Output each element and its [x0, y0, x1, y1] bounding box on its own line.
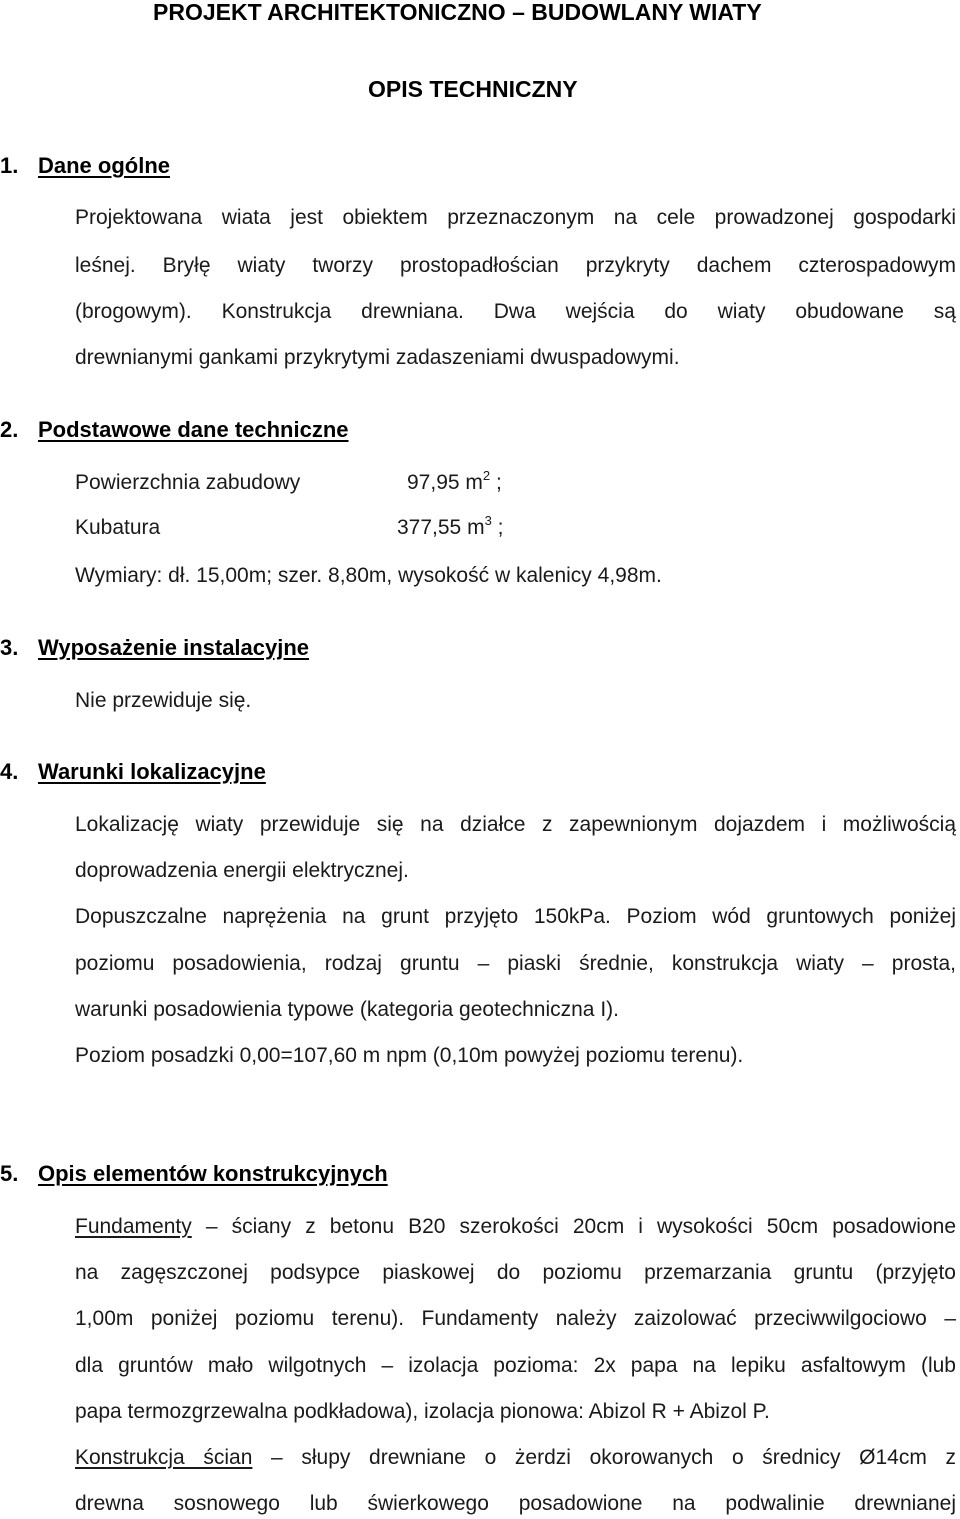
- section-1-heading: [0, 155, 170, 177]
- paragraph-line: warunki posadowienia typowe (kategoria geotechniczna I).: [75, 998, 619, 1021]
- section-number: 5.: [0, 1161, 19, 1186]
- data-value: [397, 513, 504, 539]
- value-exponent: 2: [482, 468, 491, 483]
- section-title: Opis elementów konstrukcyjnych: [38, 1161, 388, 1186]
- section-title: Warunki lokalizacyjne: [38, 759, 266, 784]
- section-number: 4.: [0, 759, 19, 784]
- value-number: 377,55 m: [397, 516, 485, 539]
- section-4-heading: [0, 761, 266, 783]
- paragraph-line: papa termozgrzewalna podkładowa), izolacja pionowa: Abizol R + Abizol P.: [75, 1400, 770, 1423]
- section-2-heading: [0, 419, 349, 441]
- term-fundamenty: Fundamenty: [75, 1215, 192, 1238]
- value-suffix: ;: [491, 516, 504, 539]
- paragraph-line: (brogowym). Konstrukcja drewniana. Dwa wejścia do wiaty obudowane są: [75, 300, 956, 323]
- data-row-volume: [75, 513, 575, 543]
- paragraph-line: na zagęszczonej podsypce piaskowej do poziomu przemarzania gruntu (przyjęto: [75, 1261, 956, 1284]
- document-title: PROJEKT ARCHITEKTONICZNO – BUDOWLANY WIATY: [153, 0, 762, 25]
- paragraph-line: [75, 1447, 956, 1468]
- paragraph-line: [75, 1216, 956, 1237]
- data-row-area: [75, 468, 575, 498]
- section-3-heading: [0, 637, 309, 659]
- paragraph-text: – słupy drewniane o żerdzi okorowanych o średnicy Ø14cm z: [252, 1446, 956, 1469]
- paragraph-line: Projektowana wiata jest obiektem przeznaczonym na cele prowadzonej gospodarki: [75, 206, 956, 229]
- section-number: 3.: [0, 635, 19, 660]
- section-number: 1.: [0, 153, 19, 178]
- paragraph-line: leśnej. Bryłę wiaty tworzy prostopadłościan przykryty dachem czterospadowym: [75, 254, 956, 277]
- paragraph-line: Wymiary: dł. 15,00m; szer. 8,80m, wysokość w kalenicy 4,98m.: [75, 564, 662, 587]
- paragraph-line: poziomu posadowienia, rodzaj gruntu – piaski średnie, konstrukcja wiaty – prosta,: [75, 952, 956, 975]
- value-suffix: ;: [490, 471, 502, 494]
- paragraph-line: doprowadzenia energii elektrycznej.: [75, 859, 409, 882]
- document-subtitle: OPIS TECHNICZNY: [368, 76, 578, 102]
- data-label: Kubatura: [75, 516, 161, 539]
- section-number: 2.: [0, 417, 19, 442]
- term-konstrukcja-scian: Konstrukcja ścian: [75, 1446, 253, 1469]
- paragraph-line: 1,00m poniżej poziomu terenu). Fundamenty należy zaizolować przeciwwilgociowo –: [75, 1307, 956, 1330]
- data-value: [407, 468, 502, 494]
- section-5-heading: [0, 1163, 388, 1185]
- value-number: 97,95 m: [407, 471, 483, 494]
- paragraph-line: dla gruntów mało wilgotnych – izolacja pozioma: 2x papa na lepiku asfaltowym (lub: [75, 1354, 956, 1377]
- paragraph-line: Poziom posadzki 0,00=107,60 m npm (0,10m powyżej poziomu terenu).: [75, 1044, 744, 1067]
- section-title: Podstawowe dane techniczne: [38, 417, 349, 442]
- section-title: Wyposażenie instalacyjne: [38, 635, 310, 660]
- paragraph-line: Nie przewiduje się.: [75, 689, 252, 712]
- paragraph-line: drewnianymi gankami przykrytymi zadaszeniami dwuspadowymi.: [75, 346, 680, 369]
- paragraph-line: drewna sosnowego lub świerkowego posadowione na podwalinie drewnianej: [75, 1492, 956, 1515]
- paragraph-text: – ściany z betonu B20 szerokości 20cm i wysokości 50cm posadowione: [191, 1215, 956, 1238]
- data-label: Powierzchnia zabudowy: [75, 471, 301, 494]
- paragraph-line: Lokalizację wiaty przewiduje się na działce z zapewnionym dojazdem i możliwością: [75, 813, 956, 836]
- paragraph-line: Dopuszczalne naprężenia na grunt przyjęto 150kPa. Poziom wód gruntowych poniżej: [75, 905, 956, 928]
- section-title: Dane ogólne: [38, 153, 171, 178]
- value-exponent: 3: [484, 513, 492, 528]
